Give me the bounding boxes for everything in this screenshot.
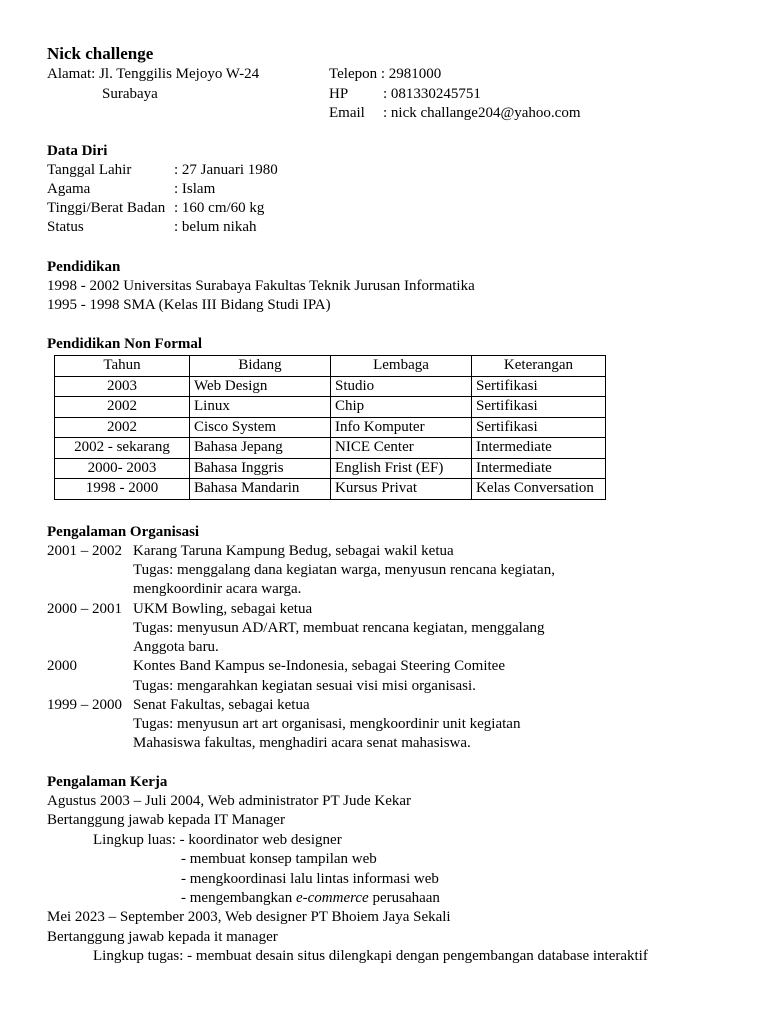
table-cell: Cisco System bbox=[190, 417, 331, 438]
education-line: 1995 - 1998 SMA (Kelas III Bidang Studi IPA) bbox=[47, 297, 331, 313]
org-role: Karang Taruna Kampung Bedug, sebagai wakil ketua bbox=[133, 543, 454, 559]
job-responsibility: Bertanggung jawab kepada it manager bbox=[47, 929, 278, 945]
personal-value: : Islam bbox=[174, 181, 216, 197]
table-cell: Kursus Privat bbox=[331, 479, 472, 500]
personal-value: : 160 cm/60 kg bbox=[174, 200, 265, 216]
personal-label: Tanggal Lahir bbox=[47, 162, 132, 178]
table-row bbox=[55, 458, 606, 479]
hp-value: : 081330245751 bbox=[383, 86, 481, 102]
section-title-kerja: Pengalaman Kerja bbox=[47, 774, 168, 790]
org-role: UKM Bowling, sebagai ketua bbox=[133, 601, 313, 617]
personal-label: Agama bbox=[47, 181, 91, 197]
table-cell: Sertifikasi bbox=[472, 397, 606, 418]
table-cell: Sertifikasi bbox=[472, 376, 606, 397]
table-cell: Sertifikasi bbox=[472, 417, 606, 438]
org-year: 2001 – 2002 bbox=[47, 543, 122, 559]
column-header-lembaga: Lembaga bbox=[331, 356, 472, 377]
job-title: Mei 2023 – September 2003, Web designer PT Bhoiem Jaya Sekali bbox=[47, 909, 451, 925]
job-scope-emphasis: e-commerce bbox=[295, 890, 369, 906]
hp-label: HP bbox=[329, 86, 349, 102]
table-row bbox=[55, 479, 606, 500]
org-role: Senat Fakultas, sebagai ketua bbox=[133, 697, 310, 713]
table-cell: 2003 bbox=[55, 376, 190, 397]
phone: Telepon : 2981000 bbox=[329, 66, 442, 82]
email-label: Email bbox=[329, 105, 365, 121]
table-cell: Studio bbox=[331, 376, 472, 397]
table-cell: Chip bbox=[331, 397, 472, 418]
job-scope-item bbox=[181, 889, 440, 908]
email-value: : nick challange204@yahoo.com bbox=[383, 105, 581, 121]
table-cell: Bahasa Jepang bbox=[190, 438, 331, 459]
table-row bbox=[55, 438, 606, 459]
column-header-keterangan: Keterangan bbox=[472, 356, 606, 377]
table-cell: 1998 - 2000 bbox=[55, 479, 190, 500]
section-title-data-diri: Data Diri bbox=[47, 143, 108, 159]
table-cell: 2002 - sekarang bbox=[55, 438, 190, 459]
table-row bbox=[55, 397, 606, 418]
org-detail: mengkoordinir acara warga. bbox=[133, 581, 302, 597]
org-detail: Anggota baru. bbox=[133, 639, 219, 655]
section-title-pendidikan: Pendidikan bbox=[47, 259, 121, 275]
org-detail: Tugas: menyusun art art organisasi, mengkoordinir unit kegiatan bbox=[133, 716, 521, 732]
personal-value: : 27 Januari 1980 bbox=[174, 162, 278, 178]
table-cell: 2000- 2003 bbox=[55, 458, 190, 479]
table-row bbox=[55, 417, 606, 438]
org-year: 1999 – 2000 bbox=[47, 697, 122, 713]
job-scope-text: - mengembangkan bbox=[181, 890, 296, 906]
org-year: 2000 – 2001 bbox=[47, 601, 122, 617]
job-responsibility: Bertanggung jawab kepada IT Manager bbox=[47, 812, 285, 828]
table-cell: English Frist (EF) bbox=[331, 458, 472, 479]
org-role: Kontes Band Kampus se-Indonesia, sebagai Steering Comitee bbox=[133, 658, 505, 674]
resume-name: Nick challenge bbox=[47, 44, 154, 63]
table-cell: Web Design bbox=[190, 376, 331, 397]
table-header-row bbox=[55, 356, 606, 377]
table-cell: Bahasa Inggris bbox=[190, 458, 331, 479]
table-cell: Intermediate bbox=[472, 458, 606, 479]
job-scope-label: Lingkup tugas: - membuat desain situs dilengkapi dengan pengembangan database interaktif bbox=[93, 948, 648, 964]
non-formal-table bbox=[54, 355, 606, 500]
personal-label: Tinggi/Berat Badan bbox=[47, 200, 166, 216]
org-year: 2000 bbox=[47, 658, 77, 674]
table-cell: Info Komputer bbox=[331, 417, 472, 438]
address-city: Surabaya bbox=[102, 86, 158, 102]
section-title-organisasi: Pengalaman Organisasi bbox=[47, 524, 200, 540]
table-cell: 2002 bbox=[55, 417, 190, 438]
table-cell: Linux bbox=[190, 397, 331, 418]
personal-value: : belum nikah bbox=[174, 219, 257, 235]
org-detail: Mahasiswa fakultas, menghadiri acara senat mahasiswa. bbox=[133, 735, 471, 751]
job-scope-item: - mengkoordinasi lalu lintas informasi web bbox=[181, 871, 439, 887]
column-header-tahun: Tahun bbox=[55, 356, 190, 377]
org-detail: Tugas: mengarahkan kegiatan sesuai visi misi organisasi. bbox=[133, 678, 476, 694]
address-line: Alamat: Jl. Tenggilis Mejoyo W-24 bbox=[47, 66, 260, 82]
table-cell: Kelas Conversation bbox=[472, 479, 606, 500]
job-scope-text: perusahaan bbox=[368, 890, 440, 906]
table-cell: NICE Center bbox=[331, 438, 472, 459]
job-scope-item: - membuat konsep tampilan web bbox=[181, 851, 377, 867]
personal-label: Status bbox=[47, 219, 84, 235]
table-row bbox=[55, 376, 606, 397]
table-cell: 2002 bbox=[55, 397, 190, 418]
section-title-non-formal: Pendidikan Non Formal bbox=[47, 336, 203, 352]
table-cell: Bahasa Mandarin bbox=[190, 479, 331, 500]
org-detail: Tugas: menggalang dana kegiatan warga, menyusun rencana kegiatan, bbox=[133, 562, 555, 578]
education-line: 1998 - 2002 Universitas Surabaya Fakultas Teknik Jurusan Informatika bbox=[47, 278, 475, 294]
column-header-bidang: Bidang bbox=[190, 356, 331, 377]
org-detail: Tugas: menyusun AD/ART, membuat rencana kegiatan, menggalang bbox=[133, 620, 545, 636]
job-scope-label: Lingkup luas: - koordinator web designer bbox=[93, 832, 342, 848]
job-title: Agustus 2003 – Juli 2004, Web administrator PT Jude Kekar bbox=[47, 793, 412, 809]
table-cell: Intermediate bbox=[472, 438, 606, 459]
